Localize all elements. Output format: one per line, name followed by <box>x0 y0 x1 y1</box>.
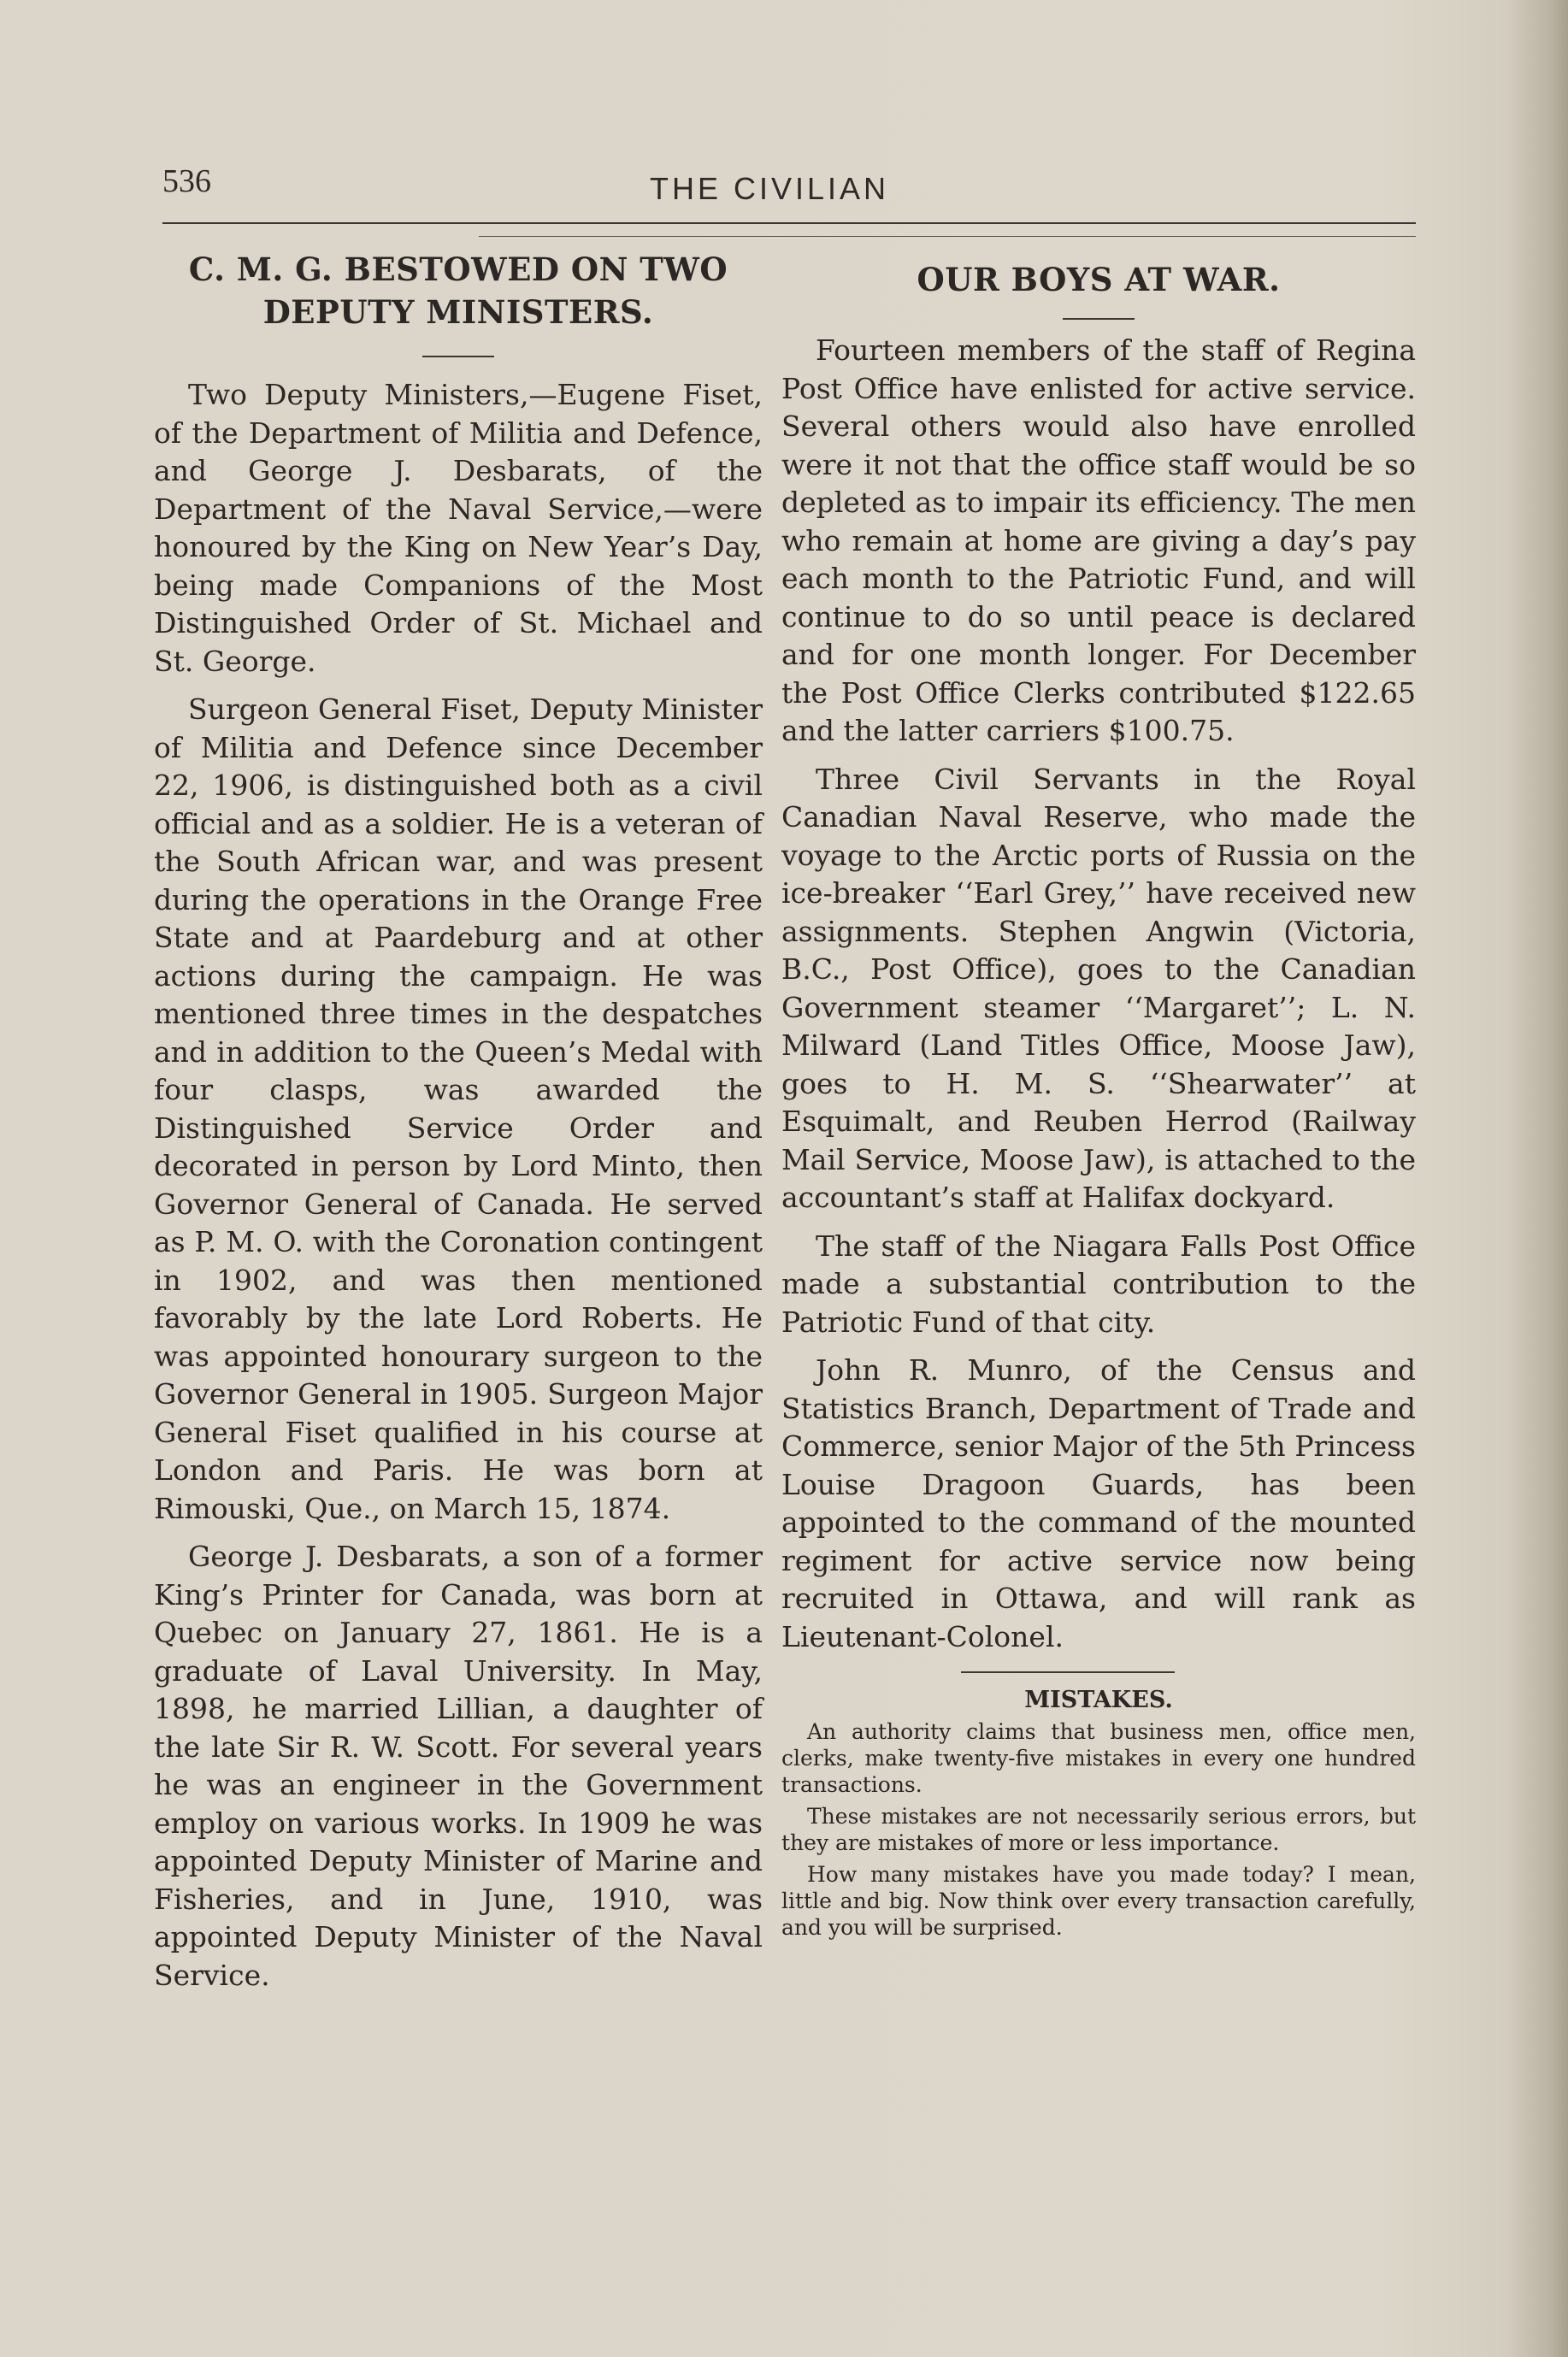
paragraph: Two Deputy Ministers,—Eugene Fiset, of the Department of Militia and Defence, and George J. Desbarats, of the Department of the Naval Service,—were honoured by the King on New Year’s Day, being made Companions of the Most Distinguished Order of St. Michael and St. George. <box>154 378 763 678</box>
title-rule <box>422 356 494 357</box>
paragraph: George J. Desbarats, a son of a former King’s Printer for Canada, was born at Quebec on January 27, 1861. He is a graduate of Laval University. In May, 1898, he married Lillian, a daughter of the late Sir R. W. Scott. For several years he was an engineer in the Government employ on various works. In 1909 he was appointed Deputy Minister of Marine and Fisheries, and in June, 1910, was appointed Deputy Minister of the Naval Service. <box>154 1540 763 1992</box>
mistakes-paragraph: How many mistakes have you made today? I mean, little and big. Now think over every transaction carefully, and you will be surprised. <box>781 1862 1416 1940</box>
mistakes-paragraph: An authority claims that business men, office men, clerks, make twenty-five mistakes in every one hundred transactions. <box>781 1719 1416 1797</box>
title-rule <box>1063 318 1135 320</box>
paragraph: Three Civil Servants in the Royal Canadian Naval Reserve, who made the voyage to the Arctic ports of Russia on the ice-breaker ‘‘Earl Grey,’’ have received new assignments. Stephen Angwin (Victoria, B.C., Post Office), goes to the Canadian Government steamer ‘‘Margaret’’; L. N. Milward (Land Titles Office, Moose Jaw), goes to H. M. S. ‘‘Shearwater’’ at Esquimalt, and Reuben Herrod (Railway Mail Service, Moose Jaw), is attached to the accountant’s staff at Halifax dockyard. <box>781 762 1416 1214</box>
section-rule <box>961 1671 1175 1673</box>
paragraph: Surgeon General Fiset, Deputy Minister of Militia and Defence since December 22, 1906, is distinguished both as a civil official and as a soldier. He is a veteran of the South African war, and was present during the operations in the Orange Free State and at Paardeburg and at other actions during the campaign. He was mentioned three times in the despatches and in addition to the Queen’s Medal with four clasps, was awarded the Distinguished Service Order and decorated in person by Lord Minto, then Governor General of Canada. He served as P. M. O. with the Coronation contingent in 1902, and was then mentioned favorably by the late Lord Roberts. He was appointed honourary surgeon to the Governor General in 1905. Surgeon Major General Fiset qualified in his course at London and Paris. He was born at Rimouski, Que., on March 15, 1874. <box>154 692 763 1525</box>
header-rule-secondary <box>479 236 1416 237</box>
article-title-our-boys: OUR BOYS AT WAR. <box>917 261 1281 298</box>
mistakes-paragraph: These mistakes are not necessarily serious errors, but they are mistakes of more or less importance. <box>781 1804 1416 1855</box>
paragraph: Fourteen members of the staff of Regina Post Office have enlisted for active service. Several others would also have enrolled were it not that the office staff would be so depleted as to impair its efficiency. The men who remain at home are giving a day’s pay each month to the Patriotic Fund, and will continue to do so until peace is declared and for one month longer. For December the Post Office Clerks contributed $122.65 and the latter carriers $100.75. <box>781 333 1416 747</box>
paragraph: John R. Munro, of the Census and Statistics Branch, Department of Trade and Commerce, senior Major of the 5th Princess Louise Dragoon Guards, has been appointed to the command of the mounted regiment for active service now being recruited in Ottawa, and will rank as Lieutenant-Colonel. <box>781 1353 1416 1653</box>
left-column <box>154 248 763 2005</box>
mistakes-title: MISTAKES. <box>1024 1687 1173 1713</box>
right-column <box>781 248 1416 1946</box>
running-title: THE CIVILIAN <box>650 171 890 206</box>
article-title-cmg: C. M. G. BESTOWED ON TWO DEPUTY MINISTERS. <box>188 250 728 331</box>
page-number: 536 <box>162 163 211 199</box>
paragraph: The staff of the Niagara Falls Post Office made a substantial contribution to the Patriotic Fund of that city. <box>781 1229 1416 1339</box>
header-rule <box>162 222 1416 224</box>
